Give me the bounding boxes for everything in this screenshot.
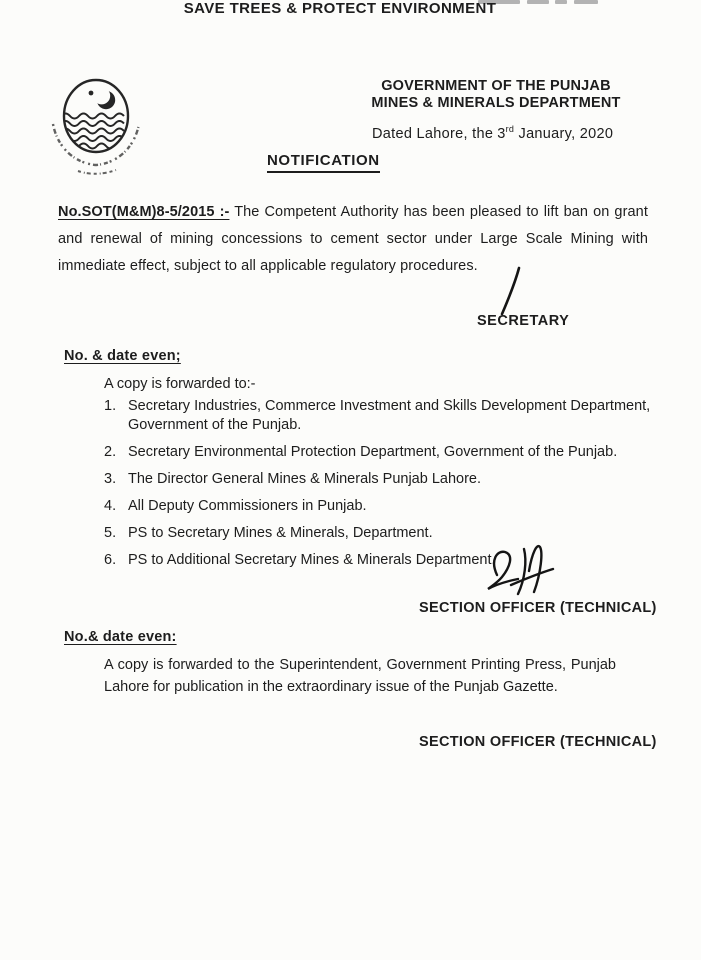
notification-title: NOTIFICATION — [267, 152, 380, 173]
gazette-paragraph: A copy is forwarded to the Superintendent, Government Printing Press, Punjab Lahore for publication in the extraordinary issue of the Punjab Gazette. — [104, 657, 616, 695]
reference-number: No.SOT(M&M)8-5/2015 :- — [58, 204, 230, 220]
distribution-item — [104, 470, 656, 489]
department-line2: MINES & MINERALS DEPARTMENT — [371, 95, 621, 111]
secretary-signature-mark — [496, 266, 526, 318]
item-text: PS to Secretary Mines & Minerals, Department. — [128, 525, 433, 541]
slogan: SAVE TREES & PROTECT ENVIRONMENT — [183, 0, 497, 17]
section-officer-designation: SECTION OFFICER (TECHNICAL) — [419, 600, 657, 616]
item-text: PS to Additional Secretary Mines & Minerals Department. — [128, 552, 496, 568]
distribution-item — [104, 524, 656, 543]
distribution-item — [104, 497, 656, 516]
date-suffix: January, 2020 — [518, 125, 614, 142]
body-text: The Competent Authority has been pleased to lift ban on grant and renewal of mining concessions to cement sector under Large Scale Mining with immediate effect, subject to all applicable regulatory procedures. — [58, 204, 648, 274]
item-number: 4. — [104, 498, 117, 514]
item-number: 5. — [104, 525, 117, 541]
item-number: 1. — [104, 398, 117, 414]
item-text: The Director General Mines & Minerals Punjab Lahore. — [128, 471, 481, 487]
department-name — [360, 78, 632, 112]
department-line1: GOVERNMENT OF THE PUNJAB — [381, 78, 611, 94]
notification-body — [58, 199, 648, 280]
distribution-heading: No. & date even; — [64, 348, 181, 364]
item-text: Secretary Industries, Commerce Investment and Skills Development Department, Government of the Punjab. — [128, 398, 651, 433]
dateline — [372, 124, 613, 142]
item-text: All Deputy Commissioners in Punjab. — [128, 498, 367, 514]
distribution-list — [104, 397, 656, 578]
date-day: 3 — [497, 125, 506, 142]
distribution-item — [104, 551, 656, 570]
secretary-designation: SECRETARY — [477, 313, 570, 329]
gazette-heading: No.& date even: — [64, 629, 177, 645]
distribution-item — [104, 443, 656, 462]
punjab-government-logo-icon — [48, 74, 146, 176]
date-ordinal: rd — [505, 124, 515, 134]
item-number: 3. — [104, 471, 117, 487]
item-number: 2. — [104, 444, 117, 460]
distribution-intro: A copy is forwarded to:- — [104, 376, 256, 392]
date-prefix: Dated Lahore, the — [372, 125, 494, 142]
item-number: 6. — [104, 552, 117, 568]
section-officer-signature — [477, 541, 561, 601]
section-officer-designation-2: SECTION OFFICER (TECHNICAL) — [419, 734, 657, 750]
distribution-item — [104, 397, 656, 435]
item-text: Secretary Environmental Protection Department, Government of the Punjab. — [128, 444, 618, 460]
